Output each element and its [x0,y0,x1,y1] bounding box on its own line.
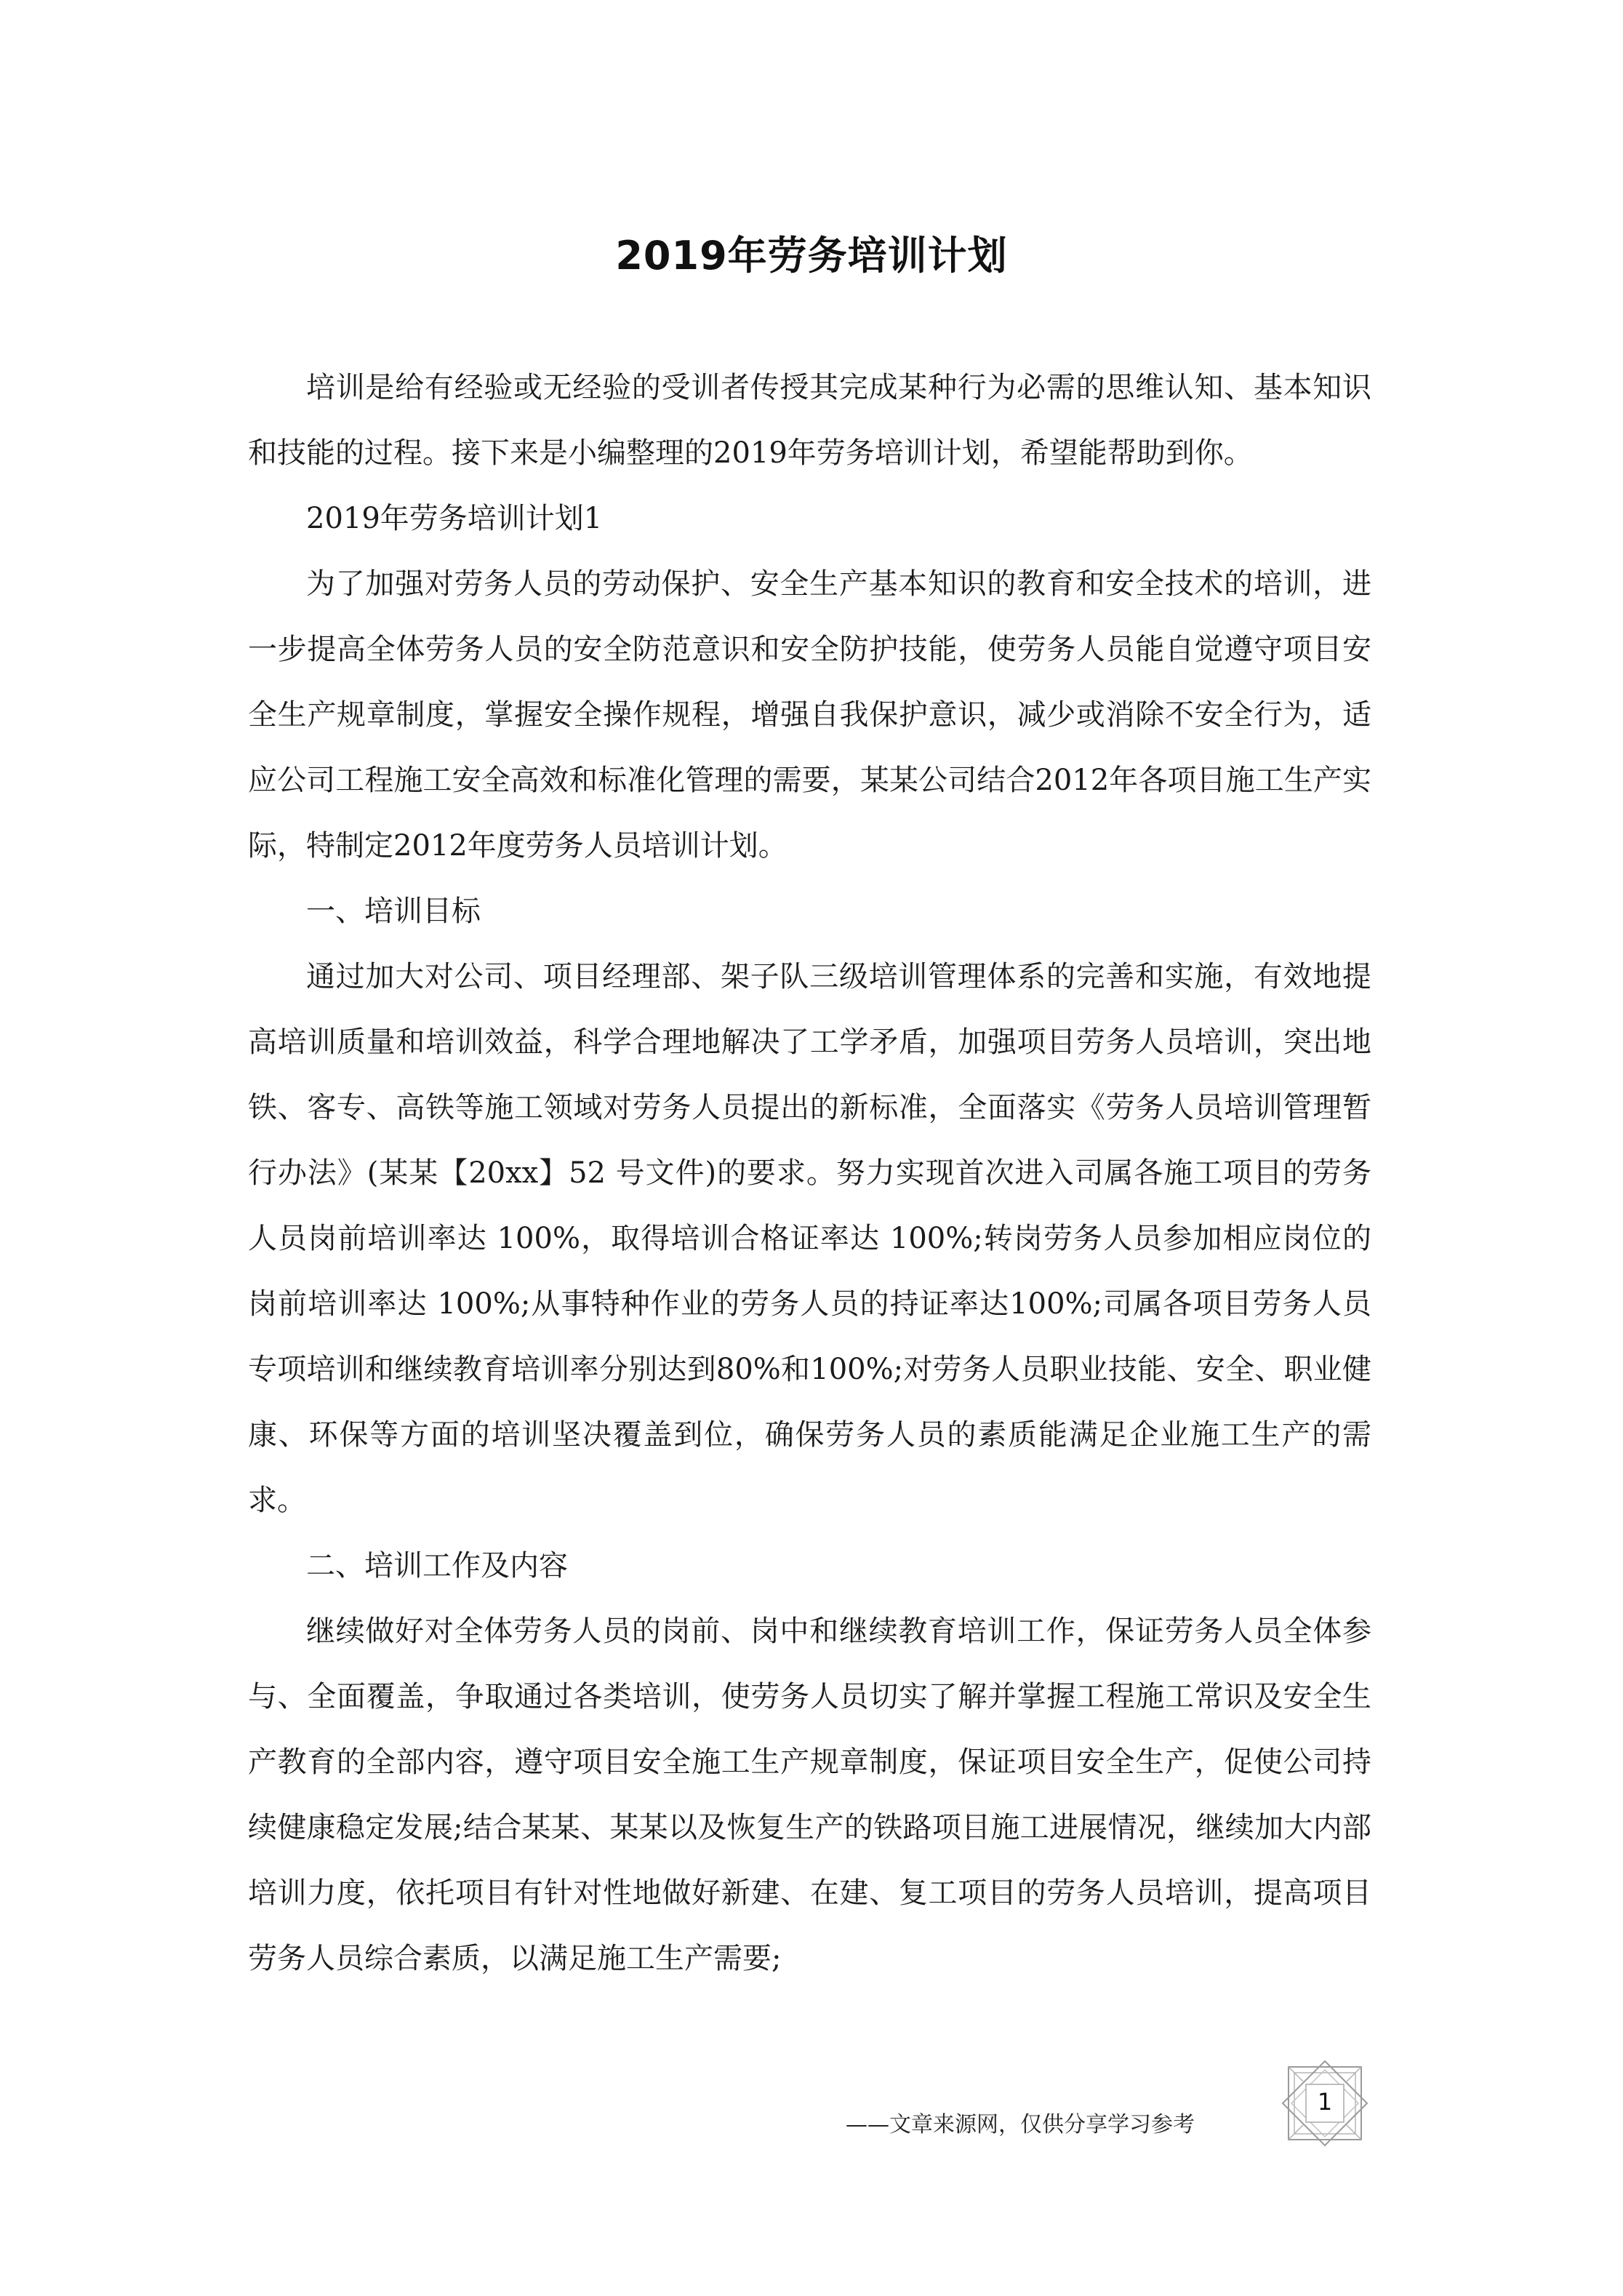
footer-source-text: ——文章来源网，仅供分享学习参考 [846,2112,1195,2137]
section-heading-plan-1: 2019年劳务培训计划1 [306,502,603,535]
page-number: 1 [1317,2088,1333,2116]
work-content-paragraph: 继续做好对全体劳务人员的岗前、岗中和继续教育培训工作，保证劳务人员全体参与、全面覆盖，争取通过各类培训，使劳务人员切实了解并掌握工程施工常识及安全生产教育的全部内容，遵守项目安全施工生产规章制度，保证项目安全生产，促使公司持续健康稳定发展;结合某某、某某以及恢复生产的铁路项目施工进展情况，继续加大内部培训力度，依托项目有针对性地做好新建、在建、复工项目的劳务人员培训，提高项目劳务人员综合素质，以满足施工生产需要; [248,1615,1371,1975]
page-number-badge [1281,2060,1368,2147]
purpose-paragraph: 为了加强对劳务人员的劳动保护、安全生产基本知识的教育和安全技术的培训，进一步提高全体劳务人员的安全防范意识和安全防护技能，使劳务人员能自觉遵守项目安全生产规章制度，掌握安全操作规程，增强自我保护意识，减少或消除不安全行为，适应公司工程施工安全高效和标准化管理的需要，某某公司结合2012年各项目施工生产实际，特制定2012年度劳务人员培训计划。 [248,567,1371,863]
document-body [248,355,1371,1991]
goals-paragraph: 通过加大对公司、项目经理部、架子队三级培训管理体系的完善和实施，有效地提高培训质量和培训效益，科学合理地解决了工学矛盾，加强项目劳务人员培训，突出地铁、客专、高铁等施工领域对劳务人员提出的新标准，全面落实《劳务人员培训管理暂行办法》(某某【20xx】52 号文件)的要求。努力实现首次进入司属各施工项目的劳务人员岗前培训率达 100%，取得培训合格证率达 100%;转岗劳务人员参加相应岗位的岗前培训率达 100%;从事特种作业的劳务人员的持证率达100%;司属各项目劳务人员专项培训和继续教育培训率分别达到80%和100%;对劳务人员职业技能、安全、职业健康、环保等方面的培训坚决覆盖到位，确保劳务人员的素质能满足企业施工生产的需求。 [248,960,1371,1517]
section-heading-goals: 一、培训目标 [306,895,481,928]
section-heading-work-content: 二、培训工作及内容 [306,1549,568,1583]
intro-paragraph: 培训是给有经验或无经验的受训者传授其完成某种行为必需的思维认知、基本知识和技能的过程。接下来是小编整理的2019年劳务培训计划，希望能帮助到你。 [248,371,1371,470]
document-title: 2019年劳务培训计划 [615,233,1008,279]
